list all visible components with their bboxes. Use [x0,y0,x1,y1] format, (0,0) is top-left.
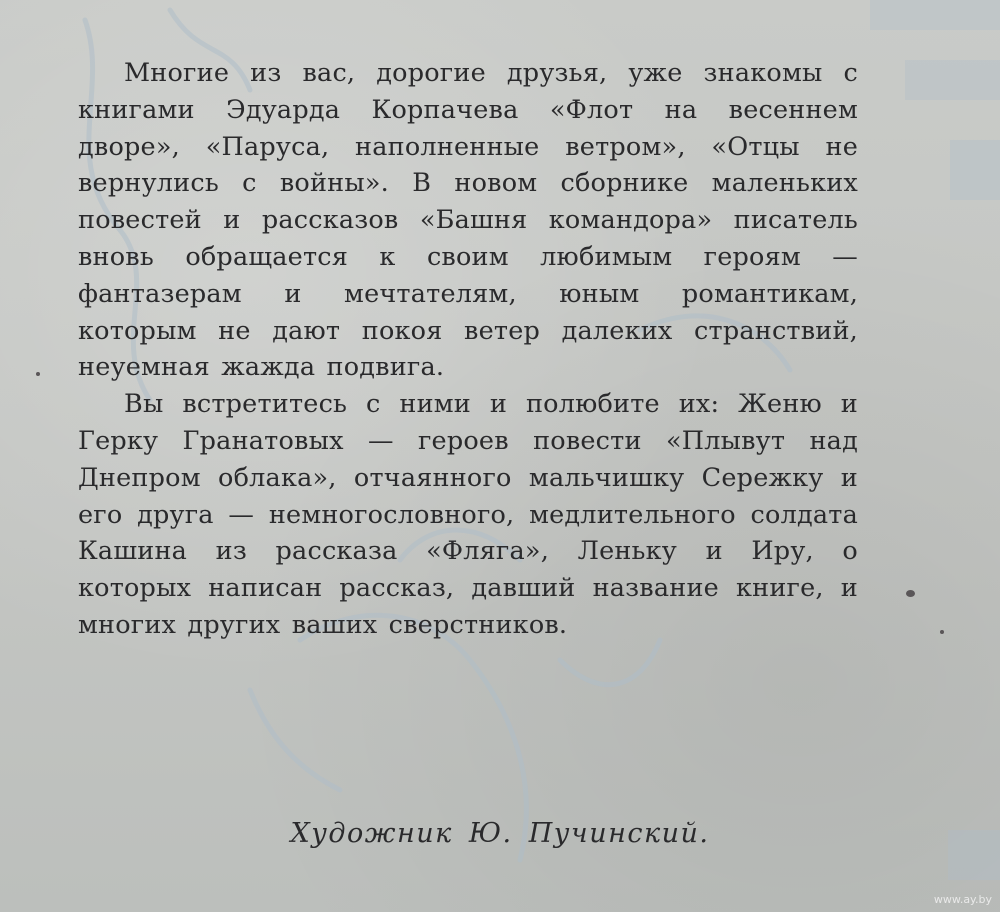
ink-speck [36,372,40,376]
body-text [78,55,858,644]
ink-speck [940,630,944,634]
ink-speck [906,590,915,597]
illustrator-credit: Художник Ю. Пучинский. [290,818,710,849]
paragraph-1: Многие из вас, дорогие друзья, уже знакомы с книгами Эдуарда Корпачева «Флот на весеннем дворе», «Паруса, наполненные ветром», «Отцы не вернулись с войны». В новом сборнике маленьких повестей и рассказов «Башня командора» писатель вновь обращается к своим любимым героям — фантазерам и мечтателям, юным романтикам, которым не дают покоя ветер далеких странствий, неуемная жажда подвига. [78,58,858,383]
site-watermark: www.ay.by [933,893,992,906]
paragraph-2: Вы встретитесь с ними и полюбите их: Женю и Герку Гранатовых — героев повести «Плывут над Днепром облака», отчаянного мальчишку Сережку и его друга — немногословного, медлительного солдата Кашина из рассказа «Фляга», Леньку и Иру, о которых написан рассказ, давший название книге, и многих других ваших сверстников. [78,389,858,640]
